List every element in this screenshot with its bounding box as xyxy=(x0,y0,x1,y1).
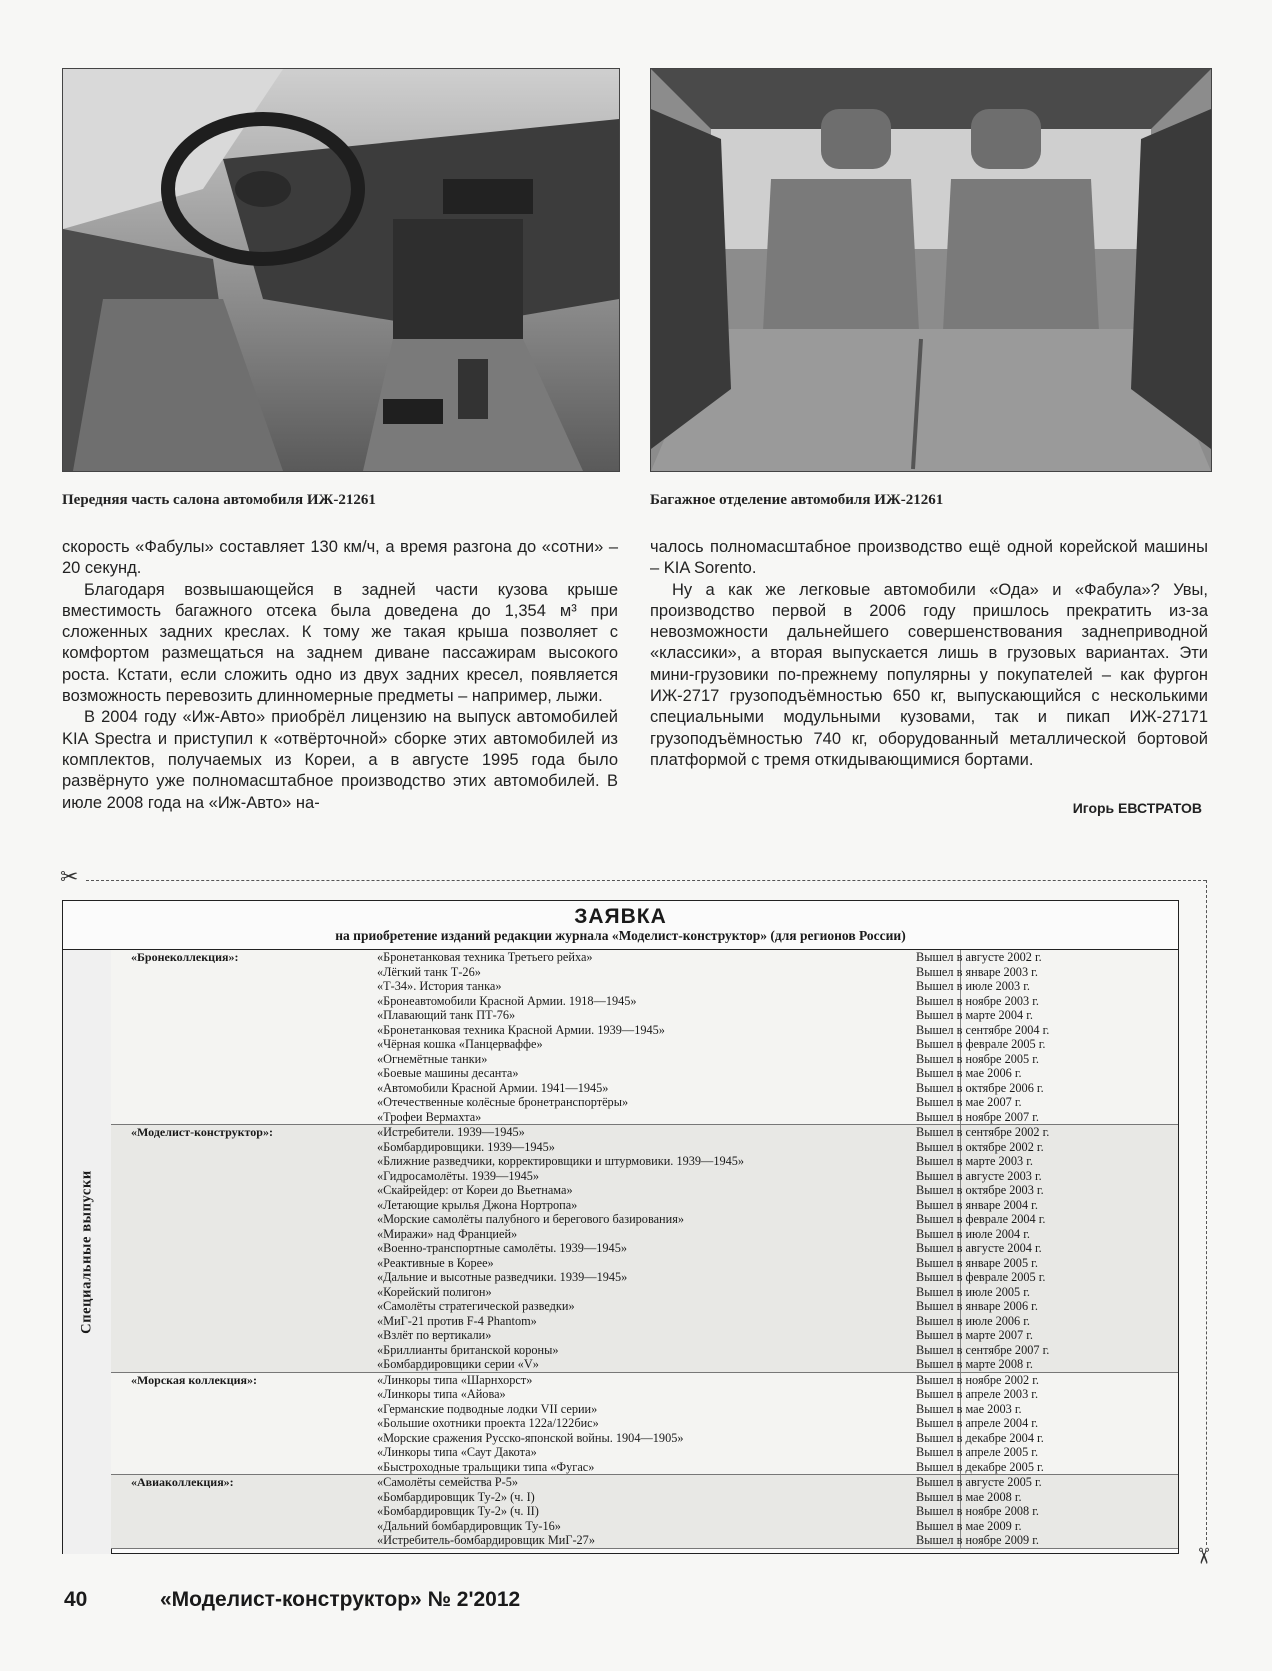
publication-title: «Бомбардировщики. 1939—1945» xyxy=(377,1139,555,1154)
table-row xyxy=(111,994,1178,1009)
form-side-label: Специальные выпуски xyxy=(78,1170,95,1334)
table-row xyxy=(111,1095,1178,1110)
publication-date: Вышел в марте 2004 г. xyxy=(916,1008,1033,1022)
table-row xyxy=(111,1504,1178,1519)
table-row xyxy=(111,1183,1178,1198)
publication-date: Вышел в марте 2007 г. xyxy=(916,1328,1033,1342)
photo-luggage-compartment xyxy=(650,68,1212,472)
table-row xyxy=(111,1328,1178,1343)
publication-date: Вышел в мае 2008 г. xyxy=(916,1489,1022,1504)
table-row xyxy=(111,1212,1178,1227)
table-row xyxy=(111,1445,1178,1460)
table-row xyxy=(111,1490,1178,1505)
table-row xyxy=(111,1241,1178,1256)
table-row xyxy=(111,1416,1178,1431)
publication-title: «Гидросамолёты. 1939—1945» xyxy=(377,1168,540,1183)
publication-date: Вышел в марте 2003 г. xyxy=(916,1154,1033,1168)
table-row xyxy=(111,1343,1178,1358)
table-row xyxy=(111,1066,1178,1081)
table-row xyxy=(111,1431,1178,1446)
publication-date: Вышел в феврале 2004 г. xyxy=(916,1212,1046,1226)
publication-date: Вышел в августе 2003 г. xyxy=(916,1168,1042,1183)
publication-date: Вышел в мае 2007 г. xyxy=(916,1095,1022,1109)
publication-title: «Т-34». История танка» xyxy=(377,979,502,993)
publication-title: «Самолёты семейства Р-5» xyxy=(377,1475,519,1489)
photo-caption-left: Передняя часть салона автомобиля ИЖ-21261 xyxy=(62,492,376,508)
table-row xyxy=(111,979,1178,994)
publication-title: «Большие охотники проекта 122а/122бис» xyxy=(377,1416,599,1430)
table-row xyxy=(111,1198,1178,1213)
table-row xyxy=(111,1008,1178,1023)
publication-title: «Бомбардировщики серии «V» xyxy=(377,1357,539,1371)
table-row xyxy=(111,1357,1178,1372)
section-name: «Авиаколлекция»: xyxy=(131,1475,234,1489)
publication-date: Вышел в июле 2003 г. xyxy=(916,979,1031,993)
form-table xyxy=(111,949,1178,1549)
form-title: ЗАЯВКА xyxy=(574,905,667,928)
publication-title: «Линкоры типа «Шарнхорст» xyxy=(377,1372,533,1387)
publication-title: «Бомбардировщик Ту-2» (ч. II) xyxy=(377,1504,539,1518)
publication-title: «Морские самолёты палубного и берегового базирования» xyxy=(377,1212,685,1226)
publication-date: Вышел в ноябре 2008 г. xyxy=(916,1504,1039,1518)
article-paragraph: В 2004 году «Иж-Авто» приобрёл лицензию на выпуск автомобилей KIA Spectra и приступил к «отвёрточной» сборке этих автомобилей из комплектов, получаемых из Кореи, а в августе 1995 года было развёрнуто уже полномасштабное производство этих автомобилей. В июле 2008 года на «Иж-Авто» на- xyxy=(62,708,618,812)
publication-date: Вышел в июле 2006 г. xyxy=(916,1313,1031,1328)
publication-title: «Линкоры типа «Саут Дакота» xyxy=(377,1445,537,1459)
table-row xyxy=(111,1402,1178,1417)
scissors-icon-bottom: ✂ xyxy=(1191,1546,1217,1566)
publication-date: Вышел в мае 2009 г. xyxy=(916,1518,1022,1533)
table-row xyxy=(111,965,1178,980)
magazine-issue: «Моделист-конструктор» № 2'2012 xyxy=(160,1588,521,1611)
publication-date: Вышел в сентябре 2004 г. xyxy=(916,1022,1050,1037)
table-row xyxy=(111,1285,1178,1300)
cut-line-vertical xyxy=(1206,880,1207,1545)
table-row xyxy=(111,1387,1178,1402)
publication-title: «Истребитель-бомбардировщик МиГ-27» xyxy=(377,1533,595,1547)
publication-date: Вышел в ноябре 2002 г. xyxy=(916,1372,1039,1387)
publication-date: Вышел в ноябре 2003 г. xyxy=(916,993,1039,1008)
table-row xyxy=(111,1037,1178,1052)
publication-date: Вышел в январе 2005 г. xyxy=(916,1255,1038,1270)
publication-title: «Чёрная кошка «Панцерваффе» xyxy=(377,1037,543,1051)
form-side-label-cell xyxy=(63,949,112,1554)
table-row xyxy=(111,950,1178,965)
table-row xyxy=(111,1256,1178,1271)
publication-date: Вышел в мае 2003 г. xyxy=(916,1401,1022,1416)
article-column-right xyxy=(650,537,1208,771)
publication-date: Вышел в октябре 2006 г. xyxy=(916,1080,1044,1095)
publication-title: «Самолёты стратегической разведки» xyxy=(377,1299,575,1313)
form-subtitle: на приобретение изданий редакции журнала «Моделист-конструктор» (для регионов России) xyxy=(335,928,906,943)
photo-caption-right: Багажное отделение автомобиля ИЖ-21261 xyxy=(650,492,944,508)
table-row xyxy=(111,1533,1178,1548)
publication-title: «Автомобили Красной Армии. 1941—1945» xyxy=(377,1080,609,1095)
publication-date: Вышел в марте 2008 г. xyxy=(916,1357,1033,1371)
form-section xyxy=(111,1373,1178,1476)
publication-title: «Огнемётные танки» xyxy=(377,1051,488,1066)
publication-date: Вышел в ноябре 2007 г. xyxy=(916,1109,1039,1124)
table-row xyxy=(111,1140,1178,1155)
publication-title: «Боевые машины десанта» xyxy=(377,1066,519,1080)
table-row xyxy=(111,1460,1178,1475)
table-row xyxy=(111,1169,1178,1184)
publication-date: Вышел в январе 2006 г. xyxy=(916,1299,1038,1313)
publication-date: Вышел в октябре 2003 г. xyxy=(916,1183,1044,1197)
publication-title: «Бронетанковая техника Красной Армии. 1939—1945» xyxy=(377,1022,665,1037)
article-author: Игорь ЕВСТРАТОВ xyxy=(1072,800,1202,816)
publication-date: Вышел в августе 2002 г. xyxy=(916,950,1042,964)
table-row xyxy=(111,1270,1178,1285)
publication-title: «Бомбардировщик Ту-2» (ч. I) xyxy=(377,1489,535,1504)
publication-date: Вышел в ноябре 2009 г. xyxy=(916,1533,1039,1547)
table-row xyxy=(111,1519,1178,1534)
publication-title: «Дальний бомбардировщик Ту-16» xyxy=(377,1518,561,1533)
publication-date: Вышел в сентябре 2002 г. xyxy=(916,1125,1050,1139)
publication-date: Вышел в июле 2004 г. xyxy=(916,1226,1031,1241)
publication-title: «Морские сражения Русско-японской войны. 1904—1905» xyxy=(377,1430,684,1445)
publication-date: Вышел в ноябре 2005 г. xyxy=(916,1051,1039,1066)
publication-title: «Дальние и высотные разведчики. 1939—1945» xyxy=(377,1270,628,1284)
publication-date: Вышел в сентябре 2007 г. xyxy=(916,1342,1050,1357)
publication-date: Вышел в декабре 2005 г. xyxy=(916,1459,1044,1474)
table-row xyxy=(111,1373,1178,1388)
section-name: «Морская коллекция»: xyxy=(131,1372,258,1387)
publication-title: «Бронеавтомобили Красной Армии. 1918—1945» xyxy=(377,993,637,1008)
scissors-icon-top: ✂ xyxy=(60,864,79,889)
form-section xyxy=(111,950,1178,1125)
table-row xyxy=(111,1081,1178,1096)
table-row xyxy=(111,1110,1178,1125)
cut-line-horizontal xyxy=(86,880,1206,881)
publication-title: «Миражи» над Францией» xyxy=(377,1226,518,1241)
publication-date: Вышел в феврале 2005 г. xyxy=(916,1270,1046,1284)
form-section xyxy=(111,1125,1178,1373)
publication-title: «Корейский полигон» xyxy=(377,1284,492,1299)
publication-title: «Ближние разведчики, корректировщики и штурмовики. 1939—1945» xyxy=(377,1154,745,1168)
publication-date: Вышел в январе 2003 г. xyxy=(916,964,1038,979)
section-name: «Бронеколлекция»: xyxy=(131,950,239,964)
publication-date: Вышел в феврале 2005 г. xyxy=(916,1037,1046,1051)
table-row xyxy=(111,1475,1178,1490)
publication-title: «Бриллианты британской короны» xyxy=(377,1342,559,1357)
publication-title: «Лёгкий танк Т-26» xyxy=(377,964,481,979)
photo-luggage-compartment-image xyxy=(651,69,1211,471)
publication-title: «Истребители. 1939—1945» xyxy=(377,1125,525,1139)
order-form xyxy=(62,900,1179,1554)
publication-date: Вышел в апреле 2005 г. xyxy=(916,1445,1039,1459)
publication-date: Вышел в апреле 2003 г. xyxy=(916,1387,1039,1401)
publication-title: «Взлёт по вертикали» xyxy=(377,1328,492,1342)
publication-title: «Реактивные в Корее» xyxy=(377,1255,494,1270)
article-paragraph: скорость «Фабулы» составляет 130 км/ч, а время разгона до «сотни» – 20 секунд. xyxy=(62,538,618,578)
publication-title: «Бронетанковая техника Третьего рейха» xyxy=(377,950,593,964)
form-section xyxy=(111,1475,1178,1549)
publication-title: «Линкоры типа «Айова» xyxy=(377,1387,506,1401)
publication-title: «Плавающий танк ПТ-76» xyxy=(377,1008,516,1022)
table-row xyxy=(111,1227,1178,1242)
article-paragraph: чалось полномасштабное производство ещё одной корейской машины – KIA Sorento. xyxy=(650,538,1208,578)
table-row xyxy=(111,1125,1178,1140)
table-row xyxy=(111,1299,1178,1314)
publication-date: Вышел в мае 2006 г. xyxy=(916,1066,1022,1080)
publication-title: «Военно-транспортные самолёты. 1939—1945» xyxy=(377,1241,627,1255)
publication-title: «Быстроходные тральщики типа «Фугас» xyxy=(377,1459,595,1474)
publication-title: «МиГ-21 против F-4 Phantom» xyxy=(377,1313,537,1328)
table-row xyxy=(111,1052,1178,1067)
table-row xyxy=(111,1314,1178,1329)
section-name: «Моделист-конструктор»: xyxy=(131,1125,273,1139)
page-number: 40 xyxy=(64,1588,88,1611)
publication-date: Вышел в декабре 2004 г. xyxy=(916,1430,1044,1445)
article-column-left xyxy=(62,537,618,814)
photo-front-interior xyxy=(62,68,620,472)
publication-date: Вышел в августе 2005 г. xyxy=(916,1475,1042,1489)
publication-date: Вышел в апреле 2004 г. xyxy=(916,1416,1039,1430)
photo-front-interior-image xyxy=(63,69,619,471)
publication-title: «Скайрейдер: от Кореи до Вьетнама» xyxy=(377,1183,573,1197)
table-row xyxy=(111,1154,1178,1169)
publication-title: «Отечественные колёсные бронетранспортёры» xyxy=(377,1095,629,1109)
publication-date: Вышел в январе 2004 г. xyxy=(916,1197,1038,1212)
article-paragraph: Благодаря возвышающейся в задней части кузова крыше вместимость багажного отсека была доведена до 1,354 м³ при сложенных задних креслах. К тому же такая крыша позволяет с комфортом размещаться на заднем диване пассажирам высокого роста. Кстати, если сложить одно из двух задних кресел, появляется возможность перевозить длинномерные предметы – например, лыжи. xyxy=(62,580,618,706)
publication-title: «Трофеи Вермахта» xyxy=(377,1109,482,1124)
table-row xyxy=(111,1023,1178,1038)
publication-date: Вышел в августе 2004 г. xyxy=(916,1241,1042,1255)
publication-date: Вышел в июле 2005 г. xyxy=(916,1284,1031,1299)
publication-date: Вышел в октябре 2002 г. xyxy=(916,1139,1044,1154)
publication-title: «Летающие крылья Джона Нортропа» xyxy=(377,1197,578,1212)
publication-title: «Германские подводные лодки VII серии» xyxy=(377,1401,598,1416)
article-paragraph: Ну а как же легковые автомобили «Ода» и «Фабула»? Увы, производство первой в 2006 году пришлось прекратить из-за невозможности дальнейшего совершенствования заднеприводной «классики», а вторая выпускается лишь в грузовых вариантах. Эти мини-грузовики по-прежнему популярны у покупателей – как фургон ИЖ-2717 грузоподъёмностью 650 кг, выпускающийся с несколькими специальными модульными кузовами, так и пикап ИЖ-27171 грузоподъёмностью 740 кг, оборудованный металлической бортовой платформой с тремя откидывающимися бортами. xyxy=(650,580,1208,769)
